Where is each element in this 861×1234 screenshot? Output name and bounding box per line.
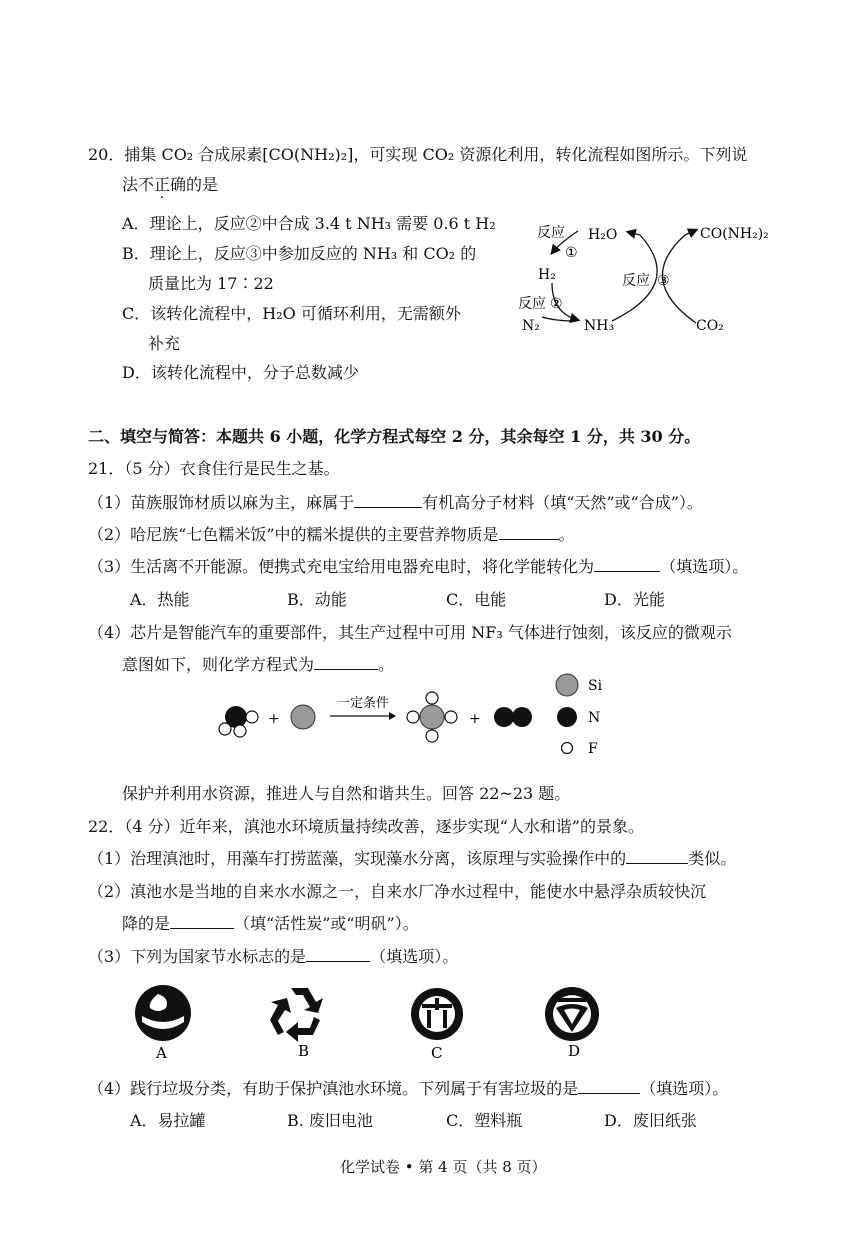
urea-flow-diagram <box>500 205 790 350</box>
q20-option-d: D．该转化流程中，分子总数减少 <box>122 363 359 382</box>
arrow-to-urea <box>685 230 696 235</box>
section2-heading: 二、填空与简答：本题共 6 小题，化学方程式每空 2 分，其余每空 1 分，共 30 分。 <box>88 427 701 446</box>
n2-label: N₂ <box>522 318 540 334</box>
arrow-to-h2o <box>628 232 640 235</box>
reaction-3-num: ③ <box>657 273 670 289</box>
q21-part3-option-c: C．电能 <box>446 590 507 609</box>
co2-label: CO₂ <box>696 318 724 334</box>
reaction-2-num: ② <box>550 296 563 312</box>
q20-option-b: B．理论上，反应③中参加反应的 NH₃ 和 CO₂ 的 <box>122 244 477 263</box>
q20-stem-line1: 20．捕集 CO₂ 合成尿素[CO(NH₂)₂]，可实现 CO₂ 资源化利用，转化流程如图所示。下列说 <box>88 145 748 164</box>
q21-part1-blank[interactable] <box>354 491 422 508</box>
urea-label: CO(NH₂)₂ <box>700 226 769 242</box>
legend-si-label: Si <box>588 678 603 694</box>
q22-part3: （3）下列为国家节水标志的是 （填选项）。 <box>88 947 459 966</box>
n2-molecule <box>494 707 532 727</box>
q21-part2: （2）哈尼族“七色糯米饭”中的糯米提供的主要营养物质是 。 <box>88 525 575 544</box>
q21-part3-option-d: D．光能 <box>604 590 665 609</box>
legend-n-icon <box>557 707 577 727</box>
q20-stem-emphasis: 不正确 <box>138 175 187 194</box>
h2-label: H₂ <box>538 267 556 283</box>
q22-part2-line1: （2）滇池水是当地的自来水水源之一，自来水厂净水过程中，能使水中悬浮杂质较快沉 <box>88 882 707 901</box>
q21-part1: （1）苗族服饰材质以麻为主，麻属于 有机高分子材料（填“天然”或“合成”）。 <box>88 493 703 512</box>
q20-option-b-cont: 质量比为 17∶22 <box>148 274 274 293</box>
q22-stem: 22．（4 分）近年来，滇池水环境质量持续改善，逐步实现“人水和谐”的景象。 <box>88 817 644 836</box>
logo-c-label: C <box>431 1044 443 1062</box>
page-footer: 化学试卷 • 第 4 页（共 8 页） <box>340 1158 547 1176</box>
q21-part3-blank[interactable] <box>594 555 660 572</box>
nh3-label: NH₃ <box>584 318 615 334</box>
q22-part1: （1）治理滇池时，用藻车打捞蓝藻，实现藻水分离，该原理与实验操作中的 类似。 <box>88 849 737 868</box>
legend-f-icon <box>562 743 573 754</box>
nf3-molecule <box>219 706 258 737</box>
reaction-2-word: 反应 <box>518 296 546 312</box>
micro-reaction-diagram <box>205 668 625 768</box>
reaction-1-num: ① <box>565 245 578 261</box>
intro-22-23: 保护并利用水资源，推进人与自然和谐共生。回答 22~23 题。 <box>122 784 571 803</box>
logo-b-label: B <box>298 1042 310 1060</box>
q21-part2-blank[interactable] <box>499 523 559 540</box>
q21-part4-line1: （4）芯片是智能汽车的重要部件，其生产过程中可用 NF₃ 气体进行蚀刻，该反应的微观示 <box>88 623 732 642</box>
si-atom <box>291 705 315 729</box>
q22-part2-blank[interactable] <box>170 912 234 929</box>
q21-part3-option-b: B．动能 <box>287 590 347 609</box>
q20-stem-pre: 法 <box>122 175 139 194</box>
sif4-molecule <box>407 692 457 742</box>
logo-b-recycle-icon <box>270 988 323 1042</box>
legend-f-label: F <box>588 741 598 757</box>
q22-part4-option-c: C．塑料瓶 <box>446 1111 523 1130</box>
reaction-arrow-head <box>389 712 396 720</box>
reaction-1-word: 反应 <box>537 225 565 241</box>
q22-part4-option-b: B. 废旧电池 <box>287 1111 373 1130</box>
q21-part3: （3）生活离不开能源。便携式充电宝给用电器充电时，将化学能转化为 （填选项）。 <box>88 557 749 576</box>
legend-n-label: N <box>588 710 601 726</box>
h2o-label: H₂O <box>588 227 618 243</box>
q20-stem-post: 的是 <box>186 175 219 194</box>
q21-stem: 21．（5 分）衣食住行是民生之基。 <box>88 459 340 478</box>
logo-c-circle-icon <box>411 988 463 1040</box>
logo-d-water-saving-icon <box>545 987 599 1041</box>
water-logos <box>128 980 628 1062</box>
q22-part4: （4）践行垃圾分类，有助于保护滇池水环境。下列属于有害垃圾的是 （填选项）。 <box>88 1079 729 1098</box>
q22-part4-option-a: A．易拉罐 <box>130 1111 206 1130</box>
reaction-condition: 一定条件 <box>337 696 390 711</box>
q22-part4-blank[interactable] <box>578 1077 640 1094</box>
q22-part2-line2: 降的是 （填“活性炭”或“明矾”）。 <box>122 914 419 933</box>
logo-a-label: A <box>156 1044 167 1062</box>
q22-part4-option-d: D．废旧纸张 <box>604 1111 697 1130</box>
plus-2: + <box>469 711 481 727</box>
logo-d-label: D <box>568 1042 581 1060</box>
legend-si-icon <box>556 674 578 696</box>
q20-option-a: A．理论上，反应②中合成 3.4 t NH₃ 需要 0.6 t H₂ <box>122 214 496 233</box>
q21-part4-line2: 意图如下，则化学方程式为 。 <box>122 655 395 674</box>
q22-part3-blank[interactable] <box>306 945 370 962</box>
reaction-3-word: 反应 <box>622 273 650 289</box>
q20-option-c-cont: 补充 <box>148 334 181 353</box>
q22-part1-blank[interactable] <box>626 847 688 864</box>
q21-part3-option-a: A．热能 <box>130 590 190 609</box>
logo-a-water-icon <box>135 985 191 1041</box>
q20-option-c: C．该转化流程中，H₂O 可循环利用，无需额外 <box>122 304 461 323</box>
q20-stem-line2 <box>122 172 218 195</box>
plus-1: + <box>268 711 280 727</box>
